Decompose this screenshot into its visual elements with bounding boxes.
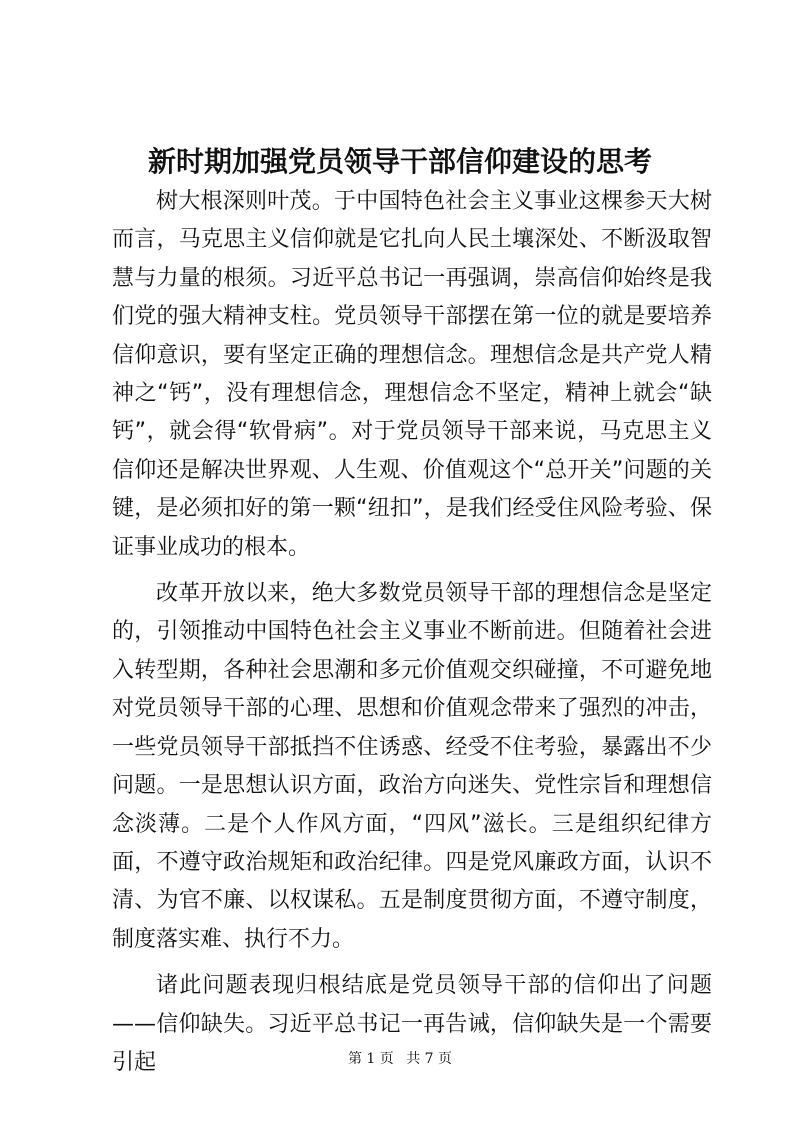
page-total: 共 7 页 (406, 1051, 453, 1067)
paragraph-1: 树大根深则叶茂。于中国特色社会主义事业这棵参天大树而言，马克思主义信仰就是它扎向人民土壤深处、不断汲取智慧与力量的根须。习近平总书记一再强调，崇高信仰始终是我们党的强大精神支柱。党员领导干部摆在第一位的就是要培养信仰意识，要有坚定正确的理想信念。理想信念是共产党人精神之“钙”，没有理想信念，理想信念不坚定，精神上就会“缺钙”，就会得“软骨病”。对于党员领导干部来说，马克思主义信仰还是解决世界观、人生观、价值观这个“总开关”问题的关键，是必须扣好的第一颗“纽扣”，是我们经受住风险考验、保证事业成功的根本。 (112, 189, 713, 560)
paragraph-2: 改革开放以来，绝大多数党员领导干部的理想信念是坚定的，引领推动中国特色社会主义事业不断前进。但随着社会进入转型期，各种社会思潮和多元价值观交织碰撞，不可避免地对党员领导干部的心理、思想和价值观念带来了强烈的冲击，一些党员领导干部抵挡不住诱惑、经受不住考验，暴露出不少问题。一是思想认识方面，政治方向迷失、党性宗旨和理想信念淡薄。二是个人作风方面，“四风”滋长。三是组织纪律方面，不遵守政治规矩和政治纪律。四是党风廉政方面，认识不清、为官不廉、以权谋私。五是制度贯彻方面，不遵守制度，制度落实难、执行不力。 (112, 581, 712, 952)
page-footer (0, 1049, 800, 1069)
page-number: 第 1 页 (347, 1051, 394, 1067)
document-body (112, 183, 712, 1090)
paragraph-3: 诸此问题表现归根结底是党员领导干部的信仰出了问题——信仰缺失。习近平总书记一再告诫，信仰缺失是一个需要引起 (112, 973, 712, 1075)
document-title: 新时期加强党员领导干部信仰建设的思考 (147, 145, 652, 178)
